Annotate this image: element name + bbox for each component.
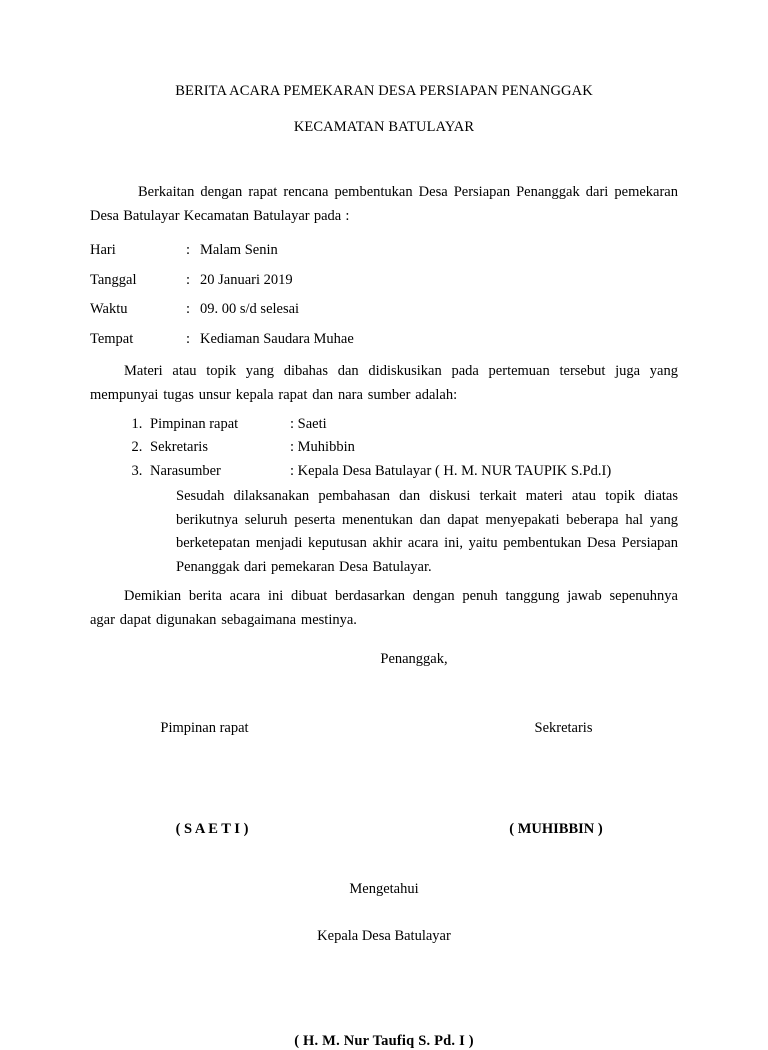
- role-text-sekretaris: Muhibbin: [297, 439, 355, 456]
- kepala-desa-label: Kepala Desa Batulayar: [317, 928, 451, 945]
- signature-names-row: [90, 821, 678, 838]
- table-row: [90, 266, 678, 295]
- sesudah-paragraph: Sesudah dilaksanakan pembahasan dan diskusi terkait materi atau topik diatas berikutnya seluruh peserta menentukan dan dapat menyepakati beberapa hal yang berketepatan menjadi keputusan akhir acara ini, yaitu pembentukan Desa Persiapan Penanggak dari pemekaran Desa Batulayar.: [176, 488, 678, 575]
- detail-separator-tempat: :: [186, 330, 191, 347]
- detail-label-tempat: Tempat: [90, 330, 134, 347]
- detail-value-waktu: 09. 00 s/d selesai: [200, 301, 300, 318]
- document-title-block: [90, 82, 678, 137]
- signature-role-right: Sekretaris: [534, 719, 593, 736]
- role-text-narasumber: Kepala Desa Batulayar ( H. M. NUR TAUPIK S.Pd.I): [297, 462, 612, 479]
- detail-label-hari: Hari: [90, 242, 116, 259]
- page-subtitle: KECAMATAN BATULAYAR: [293, 118, 475, 135]
- detail-label-waktu: Waktu: [90, 301, 128, 318]
- role-name-pimpinan: Pimpinan rapat: [150, 416, 239, 432]
- role-value-sekretaris: [290, 436, 355, 459]
- detail-value-hari: Malam Senin: [200, 242, 278, 259]
- table-row: [90, 325, 678, 354]
- role-text-pimpinan: Saeti: [297, 416, 327, 432]
- detail-separator-waktu: :: [186, 301, 191, 318]
- detail-label-tanggal: Tanggal: [90, 271, 137, 288]
- list-item: [146, 460, 678, 483]
- role-name-sekretaris: Sekretaris: [150, 439, 208, 456]
- role-separator-narasumber: :: [290, 462, 295, 479]
- list-item: [146, 413, 678, 436]
- role-value-pimpinan: [290, 413, 327, 436]
- page-title: BERITA ACARA PEMEKARAN DESA PERSIAPAN PENANGGAK: [175, 83, 593, 99]
- detail-value-tanggal: 20 Januari 2019: [200, 271, 293, 288]
- detail-separator-tanggal: :: [186, 271, 191, 288]
- list-item: [146, 436, 678, 459]
- demikian-paragraph: Demikian berita acara ini dibuat berdasarkan dengan penuh tanggung jawab sepenuhnya agar dapat digunakan sebagaimana mestinya.: [90, 588, 678, 628]
- role-value-narasumber: [290, 460, 611, 483]
- detail-value-tempat: Kediaman Saudara Muhae: [200, 330, 354, 347]
- place-line: Penanggak,: [380, 651, 448, 668]
- table-row: [90, 236, 678, 265]
- mengetahui-label: Mengetahui: [349, 880, 419, 897]
- intro-paragraph: Berkaitan dengan rapat rencana pembentukan Desa Persiapan Penanggak dari pemekaran Desa Batulayar Kecamatan Batulayar pada :: [90, 184, 678, 224]
- signature-name-left: ( S A E T I ): [175, 820, 249, 837]
- final-signature-name: ( H. M. Nur Taufiq S. Pd. I ): [294, 1032, 474, 1049]
- table-row: [90, 295, 678, 324]
- role-separator-sekretaris: :: [290, 439, 295, 456]
- detail-separator-hari: :: [186, 242, 191, 259]
- role-name-narasumber: Narasumber: [150, 462, 221, 479]
- signature-roles-row: [90, 720, 678, 737]
- signature-role-left: Pimpinan rapat: [160, 719, 249, 736]
- signature-name-right: ( MUHIBBIN ): [509, 820, 603, 837]
- materi-paragraph: Materi atau topik yang dibahas dan didiskusikan pada pertemuan tersebut juga yang mempunyai tugas unsur kepala rapat dan nara sumber adalah:: [90, 363, 678, 403]
- role-separator-pimpinan: :: [290, 416, 295, 432]
- roles-list: [90, 413, 678, 483]
- event-details-table: [90, 236, 678, 354]
